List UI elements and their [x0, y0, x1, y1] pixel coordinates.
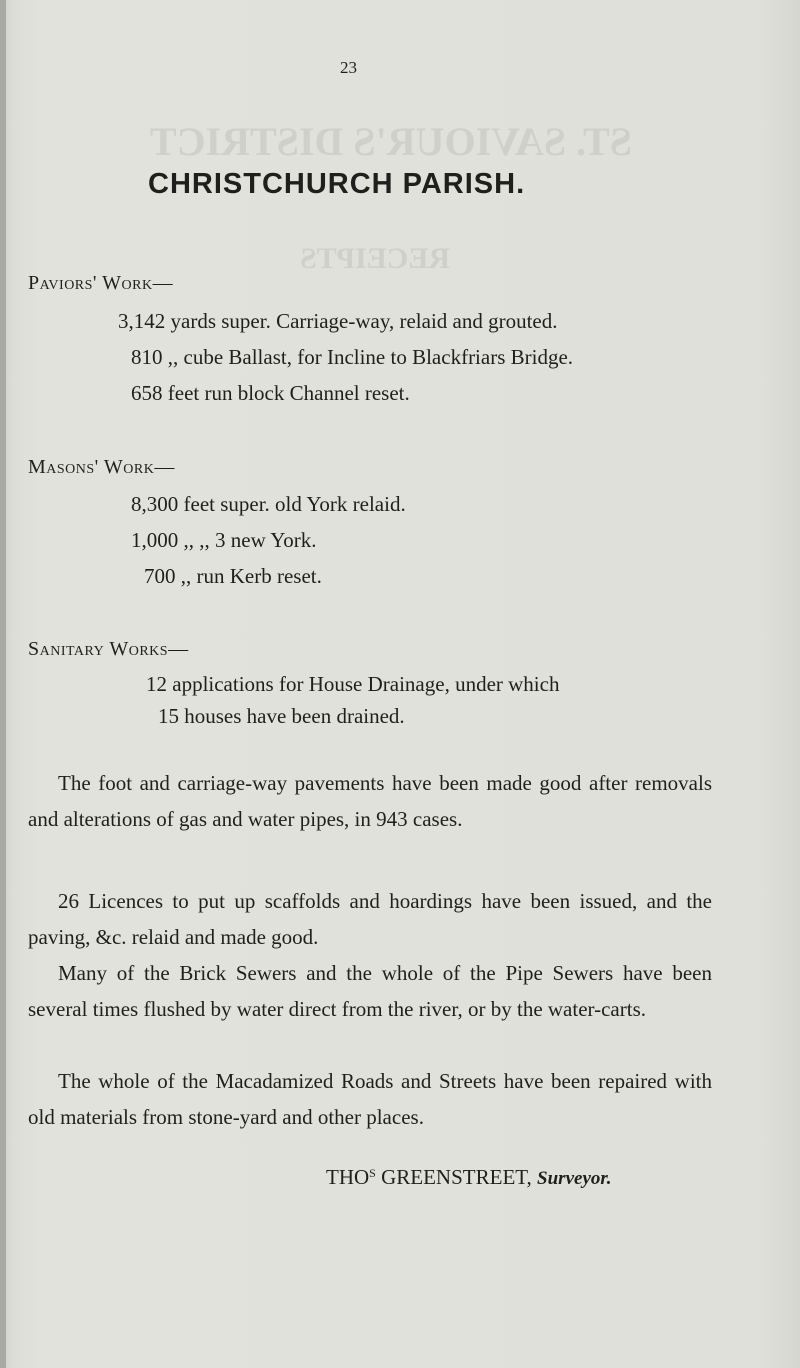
masons-work-heading: Masons' Work—: [28, 456, 175, 478]
paragraph: Many of the Brick Sewers and the whole of the Pipe Sewers have been several times flushed by water direct from the river, or by the water-carts.: [28, 961, 712, 1021]
sanitary-line: 15 houses have been drained.: [158, 704, 405, 728]
bleed-through-text: RECEIPTS: [300, 242, 451, 275]
paragraph: The foot and carriage-way pavements have been made good after removals and alterations of gas and water pipes, in 943 cases.: [28, 771, 712, 831]
paviors-line: 3,142 yards super. Carriage-way, relaid and grouted.: [118, 309, 558, 333]
paviors-line: 810 ,, cube Ballast, for Incline to Blackfriars Bridge.: [131, 345, 574, 369]
sanitary-works-heading: Sanitary Works—: [28, 638, 189, 660]
masons-line: 700 ,, run Kerb reset.: [144, 564, 322, 588]
page-binding-edge: [0, 0, 6, 1368]
paviors-work-heading: Paviors' Work—: [28, 272, 174, 294]
signature-name: GREENSTREET,: [381, 1165, 532, 1189]
bleed-through-text: ST. SAVIOUR'S DISTRICT: [150, 119, 633, 164]
paragraph: The whole of the Macadamized Roads and Streets have been repaired with old materials from stone-yard and other places.: [28, 1069, 712, 1129]
signature-role: Surveyor.: [537, 1168, 612, 1189]
page-number: 23: [340, 58, 357, 77]
paragraph: 26 Licences to put up scaffolds and hoardings have been issued, and the paving, &c. relaid and made good.: [28, 889, 712, 949]
signature-abbrev: $THO^S$: [326, 1165, 376, 1189]
masons-line: 1,000 ,, ,, 3 new York.: [131, 528, 317, 552]
page-title: CHRISTCHURCH PARISH.: [148, 168, 526, 200]
masons-line: 8,300 feet super. old York relaid.: [131, 492, 406, 516]
paviors-line: 658 feet run block Channel reset.: [131, 381, 410, 405]
signature: [326, 1165, 611, 1190]
sanitary-line: 12 applications for House Drainage, under which: [146, 672, 560, 696]
